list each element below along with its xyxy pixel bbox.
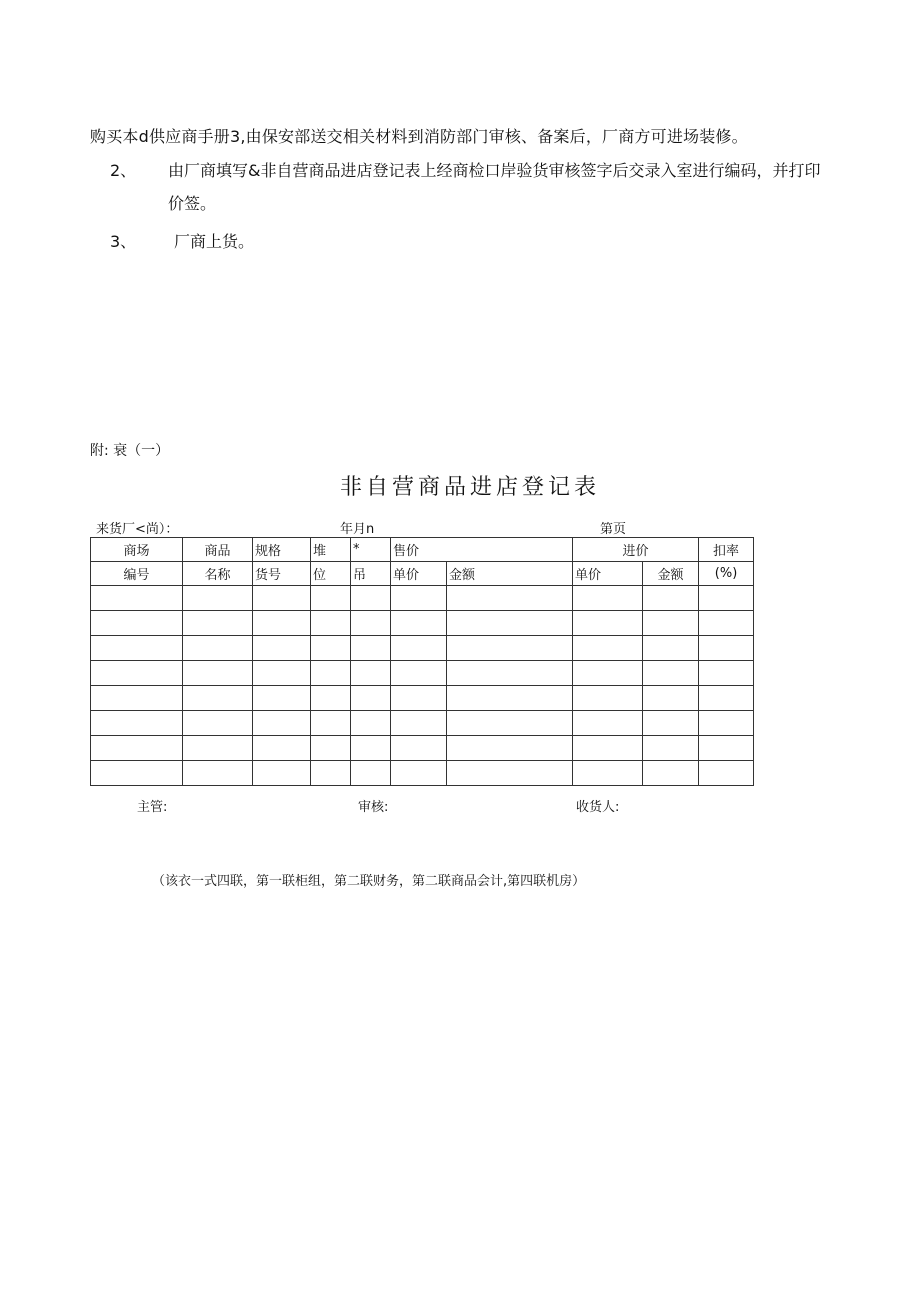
table-row (91, 636, 754, 661)
table-row (91, 736, 754, 761)
table-cell (351, 761, 391, 786)
header-position: 位 (311, 562, 351, 586)
table-row (91, 711, 754, 736)
table-cell (311, 736, 351, 761)
table-row (91, 611, 754, 636)
paragraph-3 (110, 229, 254, 252)
table-cell (699, 761, 754, 786)
table-cell (643, 711, 699, 736)
header-spec: 规格 (253, 538, 311, 562)
table-cell (699, 661, 754, 686)
table-cell (447, 686, 573, 711)
table-row (91, 686, 754, 711)
table-cell (573, 661, 643, 686)
table-cell (253, 686, 311, 711)
table-cell (699, 711, 754, 736)
table-cell (573, 736, 643, 761)
table-cell (391, 586, 447, 611)
header-goods: 商品 (183, 538, 253, 562)
item-text-2: 由厂商填写&非自营商品进店登记表上经商检口岸验货审核签字后交录入室进行编码，并打印 (168, 161, 821, 180)
table-cell (391, 736, 447, 761)
header-goods-name: 名称 (183, 562, 253, 586)
header-sale-amount: 金额 (447, 562, 573, 586)
header-purchase-unit: 单价 (573, 562, 643, 586)
table-cell (311, 661, 351, 686)
header-sale-price: 售价 (391, 538, 573, 562)
header-unit: 堆 (311, 538, 351, 562)
header-mall: 商场 (91, 538, 183, 562)
header-qty: * (351, 538, 391, 562)
table-cell (183, 586, 253, 611)
table-cell (643, 586, 699, 611)
page-label: 第页 (600, 522, 627, 537)
table-cell (253, 636, 311, 661)
registration-table (90, 537, 754, 786)
table-cell (351, 636, 391, 661)
table-cell (391, 711, 447, 736)
form-title: 非自营商品进店登记表 (339, 475, 600, 500)
table-cell (183, 636, 253, 661)
paragraph-2 (110, 158, 820, 181)
header-row-1 (91, 538, 754, 562)
date-label: 年月n (340, 522, 375, 537)
table-cell (351, 661, 391, 686)
table-cell (573, 761, 643, 786)
table-cell (183, 711, 253, 736)
table-cell (643, 636, 699, 661)
header-row-2 (91, 562, 754, 586)
table-cell (351, 611, 391, 636)
table-cell (351, 586, 391, 611)
table-cell (91, 711, 183, 736)
table-cell (91, 761, 183, 786)
table-cell (643, 611, 699, 636)
table-cell (351, 686, 391, 711)
header-qty-2: 吊 (351, 562, 391, 586)
paragraph-2-continued: 价签。 (168, 194, 217, 213)
table-cell (311, 586, 351, 611)
supervisor-label: 主管: (137, 800, 168, 815)
table-cell (311, 711, 351, 736)
table-cell (447, 711, 573, 736)
table-cell (573, 711, 643, 736)
table-row (91, 661, 754, 686)
table-cell (183, 761, 253, 786)
table-cell (391, 611, 447, 636)
table-cell (351, 711, 391, 736)
table-cell (391, 661, 447, 686)
table-row (91, 586, 754, 611)
paragraph-1: 购买本d供应商手册3,由保安部送交相关材料到消防部门审核、备案后，厂商方可进场装修。 (90, 127, 748, 146)
table-cell (253, 711, 311, 736)
table-cell (573, 611, 643, 636)
table-cell (391, 686, 447, 711)
table-cell (253, 761, 311, 786)
table-cell (643, 661, 699, 686)
supplier-label: 来货厂<尚）： (96, 522, 179, 537)
table-cell (311, 611, 351, 636)
table-cell (253, 586, 311, 611)
table-cell (391, 761, 447, 786)
table-cell (643, 761, 699, 786)
table-cell (253, 611, 311, 636)
table-cell (183, 611, 253, 636)
table-cell (183, 661, 253, 686)
table-row (91, 761, 754, 786)
copies-note: （该衣一式四联，第一联柜组，第二联财务，第二联商品会计,第四联机房） (152, 874, 586, 889)
table-cell (253, 661, 311, 686)
review-label: 审核: (358, 800, 389, 815)
table-cell (91, 736, 183, 761)
table-cell (699, 611, 754, 636)
header-discount-pct: (%) (699, 562, 754, 586)
table-cell (447, 611, 573, 636)
table-cell (447, 736, 573, 761)
table-cell (699, 636, 754, 661)
header-purchase-amount: 金额 (643, 562, 699, 586)
table-cell (91, 686, 183, 711)
table-cell (311, 636, 351, 661)
item-number-2: 2、 (110, 161, 137, 180)
table-cell (253, 736, 311, 761)
header-mall-code: 编号 (91, 562, 183, 586)
table-cell (447, 636, 573, 661)
table-cell (573, 586, 643, 611)
table-cell (391, 636, 447, 661)
header-purchase-price: 进价 (573, 538, 699, 562)
table-cell (311, 761, 351, 786)
table-cell (643, 736, 699, 761)
table-cell (91, 586, 183, 611)
table-cell (447, 586, 573, 611)
item-number-3: 3、 (110, 232, 137, 251)
table-cell (699, 736, 754, 761)
table-cell (699, 586, 754, 611)
table-cell (573, 636, 643, 661)
table-cell (91, 611, 183, 636)
table-cell (573, 686, 643, 711)
table-cell (351, 736, 391, 761)
header-discount: 扣率 (699, 538, 754, 562)
table-cell (447, 661, 573, 686)
table-cell (183, 736, 253, 761)
attachment-label: 附: 衰（一） (90, 443, 170, 459)
table-cell (643, 686, 699, 711)
table-cell (311, 686, 351, 711)
table-cell (91, 661, 183, 686)
receiver-label: 收货人: (576, 800, 620, 815)
header-sale-unit: 单价 (391, 562, 447, 586)
table-cell (699, 686, 754, 711)
header-item-no: 货号 (253, 562, 311, 586)
table-cell (91, 636, 183, 661)
table-cell (183, 686, 253, 711)
table-cell (447, 761, 573, 786)
item-text-3: 厂商上货。 (174, 232, 255, 251)
